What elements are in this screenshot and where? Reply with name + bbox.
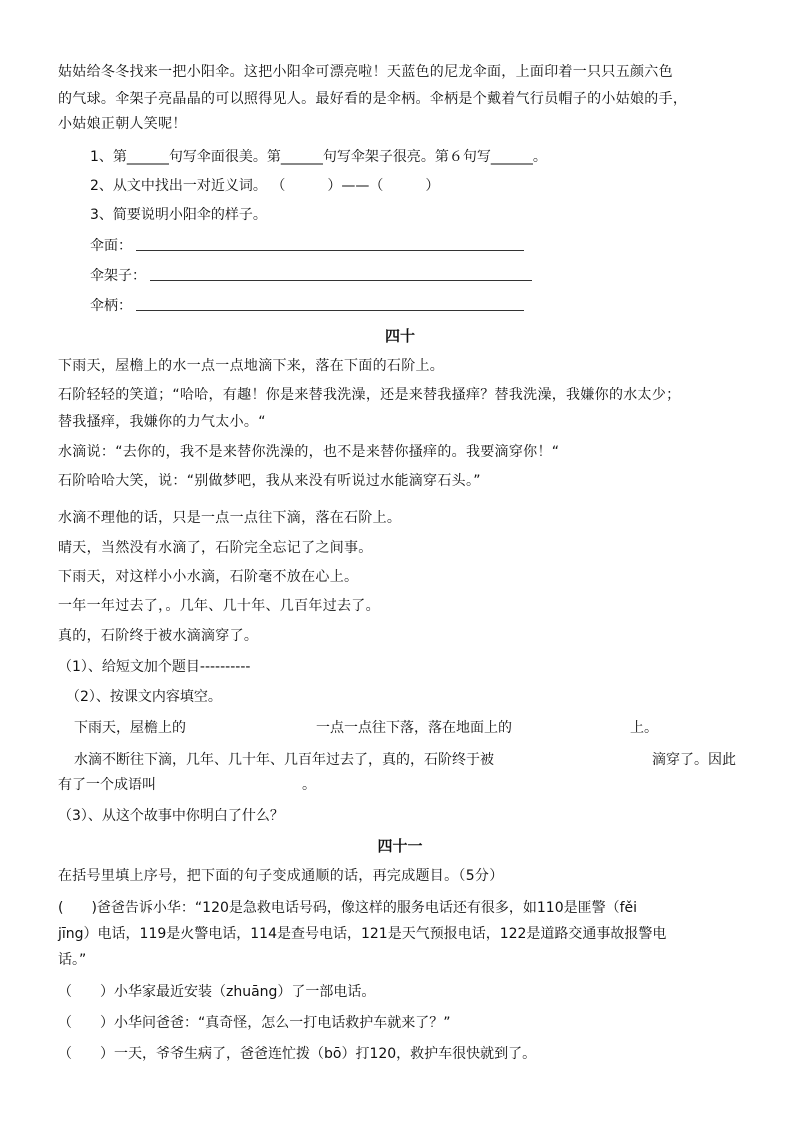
order-item: （ ）一天，爷爷生病了，爸爸连忙拨（bō）打120，救护车很快就到了。	[58, 1046, 537, 1062]
order-item: （ ）小华家最近安装（zhuāng）了一部电话。	[58, 984, 376, 1000]
story-line: 一年一年过去了，。几年、几十年、几百年过去了。	[58, 598, 380, 614]
fill-text: 上。	[630, 720, 658, 736]
question-3: 3、简要说明小阳伞的样子。	[90, 207, 267, 223]
question-reflect: （3）、从这个故事中你明白了什么？	[58, 808, 284, 824]
question-2: 2、从文中找出一对近义词。 （ ）——（ ）	[90, 178, 440, 194]
fill-label-frame: 伞架子：	[90, 268, 146, 284]
order-item: ( )爸爸告诉小华：“120是急救电话号码，像这样的服务电话还有很多，如110是匪警（fěi	[58, 900, 638, 916]
section-title-40: 四十	[384, 327, 415, 345]
fill-text: 滴穿了。因此	[652, 752, 736, 768]
order-item: （ ）小华问爸爸：“真奇怪，怎么一打电话救护车就来了？”	[58, 1015, 451, 1031]
fill-label-handle: 伞柄：	[90, 298, 132, 314]
question-1: 1、第______句写伞面很美。第______句写伞架子很亮。第６句写______。	[90, 149, 547, 165]
section-title-41: 四十一	[377, 837, 423, 855]
fill-text: 。	[302, 777, 316, 793]
story-line: 石阶哈哈大笑，说：“别做梦吧，我从来没有听说过水能滴穿石头。”	[58, 473, 481, 489]
instruction: 在括号里填上序号，把下面的句子变成通顺的话，再完成题目。（5分）	[58, 868, 504, 884]
story-line: 真的，石阶终于被水滴滴穿了。	[58, 628, 259, 644]
story-line: 替我搔痒，我嫌你的力气太小。“	[58, 414, 266, 430]
story-line: 晴天，当然没有水滴了，石阶完全忘记了之间事。	[58, 540, 373, 556]
fill-text: 一点一点往下落，落在地面上的	[316, 720, 512, 736]
story-line: 水滴不理他的话，只是一点一点往下滴，落在石阶上。	[58, 510, 402, 526]
story-line: 下雨天，屋檐上的水一点一点地滴下来，落在下面的石阶上。	[58, 358, 445, 374]
question-fill: （2）、按课文内容填空。	[66, 689, 222, 705]
answer-line[interactable]	[136, 250, 524, 251]
fill-text: 水滴不断往下滴，几年、几十年、几百年过去了，真的，石阶终于被	[74, 752, 494, 768]
answer-line[interactable]	[136, 310, 524, 311]
question-title: （1）、给短文加个题目----------	[58, 659, 251, 675]
story-line: 石阶轻轻的笑道；“哈哈，有趣！你是来替我洗澡，还是来替我搔痒？替我洗澡，我嫌你的水太少；	[58, 387, 681, 403]
order-item: jīng）电话，119是火警电话，114是查号电话，121是天气预报电话，122是道路交通事故报警电	[58, 926, 667, 942]
passage-line: 小姑娘正朝人笑呢！	[58, 116, 187, 132]
fill-text: 有了一个成语叫	[58, 777, 156, 793]
fill-label-canopy: 伞面：	[90, 238, 132, 254]
answer-line[interactable]	[150, 280, 532, 281]
passage-line: 的气球。伞架子亮晶晶的可以照得见人。最好看的是伞柄。伞柄是个戴着气行员帽子的小姑娘的手，	[58, 91, 688, 107]
story-line: 水滴说：“去你的，我不是来替你洗澡的，也不是来替你搔痒的。我要滴穿你！“	[58, 444, 560, 460]
fill-text: 下雨天，屋檐上的	[74, 720, 186, 736]
passage-line: 姑姑给冬冬找来一把小阳伞。这把小阳伞可漂亮啦！天蓝色的尼龙伞面，上面印着一只只五颜六色	[58, 64, 673, 80]
story-line: 下雨天，对这样小小水滴，石阶毫不放在心上。	[58, 569, 359, 585]
order-item: 话。”	[58, 952, 87, 968]
